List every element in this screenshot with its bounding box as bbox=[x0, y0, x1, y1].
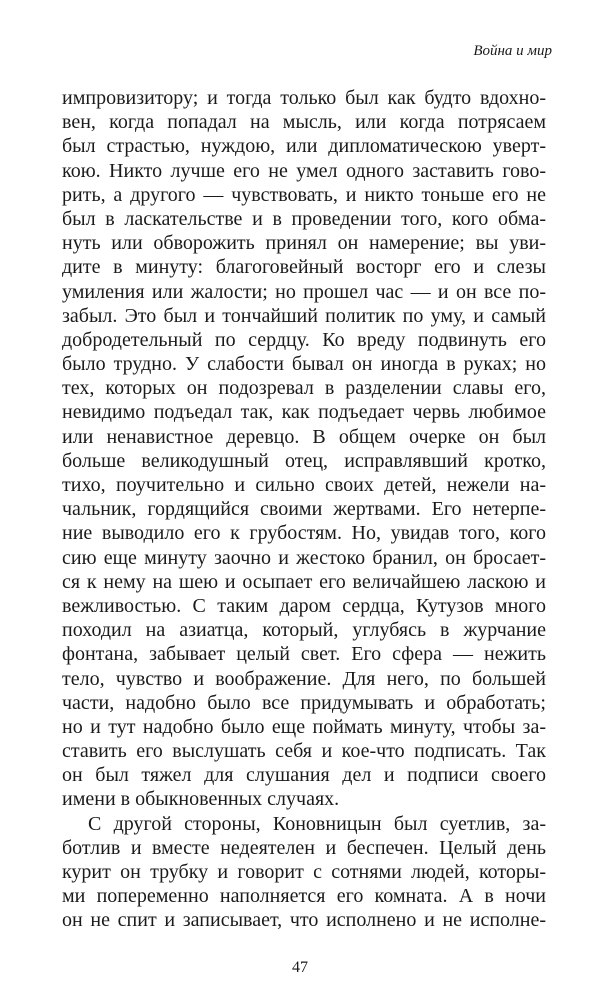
text-line: добродетельный по сердцу. Ко вреду подвинуть его bbox=[62, 328, 546, 351]
text-line: было трудно. У слабости бывал он иногда в руках; но bbox=[62, 353, 546, 376]
text-line: нуть или обворожить принял он намерение; вы уви- bbox=[62, 232, 546, 255]
text-line: ботлив и вместе недеятелен и беспечен. Целый день bbox=[62, 836, 546, 859]
text-line: С другой стороны, Коновницын был суетлив, за- bbox=[88, 812, 546, 835]
text-line: дите в минуту: благоговейный восторг его и слезы bbox=[62, 256, 546, 279]
text-line: забыл. Это был и тончайший политик по уму, и самый bbox=[62, 304, 546, 327]
text-line: походил на азиатца, который, углубясь в журчание bbox=[62, 619, 546, 642]
text-line: но и тут надобно было еще поймать минуту, чтобы за- bbox=[62, 715, 546, 738]
text-line: ставить его выслушать себя и кое-что подписать. Так bbox=[62, 740, 546, 763]
text-line: ся к нему на шею и осыпает его величайшею ласкою и bbox=[62, 570, 546, 593]
text-line: курит он трубку и говорит с сотнями людей, которы- bbox=[62, 861, 546, 883]
text-line: тех, которых он подозревал в разделении славы его, bbox=[62, 377, 546, 400]
text-line: чальник, гордящийся своими жертвами. Его нетерпе- bbox=[62, 498, 546, 521]
text-line: ние выводило его к грубостям. Но, увидав того, кого bbox=[62, 522, 546, 545]
text-line: он был тяжел для слушания дел и подписи своего bbox=[62, 764, 546, 787]
text-line: фонтана, забывает целый свет. Его сфера — нежить bbox=[62, 643, 546, 666]
text-line: тело, чувство и воображение. Для него, по большей bbox=[62, 667, 546, 690]
text-line: рить, а другого — чувствовать, и никто тоньше его не bbox=[62, 183, 546, 206]
text-line: части, надобно было все придумывать и обработать; bbox=[62, 691, 546, 714]
text-line: имени в обыкновенных случаях. bbox=[62, 788, 340, 811]
text-line: был в ласкательстве и в проведении того, кого обма- bbox=[62, 207, 546, 230]
text-line: или ненавистное деревцо. В общем очерке он был bbox=[62, 425, 546, 448]
text-line: импровизитору; и тогда только был как будто вдохно- bbox=[62, 87, 546, 109]
text-line: умиления или жалости; но прошел час — и он все по- bbox=[62, 280, 546, 303]
text-line: тихо, поучительно и сильно своих детей, нежели на- bbox=[62, 474, 546, 496]
text-line: он не спит и записывает, что исполнено и не исполне- bbox=[62, 909, 546, 932]
text-line: вен, когда попадал на мысль, или когда потрясаем bbox=[62, 111, 546, 134]
text-line: ми попеременно наполняется его комната. А в ночи bbox=[62, 885, 546, 908]
text-line: сию еще минуту заочно и жестоко бранил, он бросает- bbox=[62, 546, 546, 569]
text-line: больше великодушный отец, исправлявший кротко, bbox=[62, 449, 546, 472]
body-text bbox=[62, 86, 546, 933]
text-line: был страстью, нуждою, или дипломатическою уверт- bbox=[62, 135, 546, 158]
text-line: вежливостью. С таким даром сердца, Кутузов много bbox=[62, 594, 546, 617]
text-line: кою. Никто лучше его не умел одного заставить гово- bbox=[62, 159, 546, 182]
text-line: невидимо подъедал так, как подъедает червь любимое bbox=[62, 401, 546, 424]
running-header: Война и мир bbox=[473, 43, 552, 59]
page-number: 47 bbox=[292, 959, 308, 976]
